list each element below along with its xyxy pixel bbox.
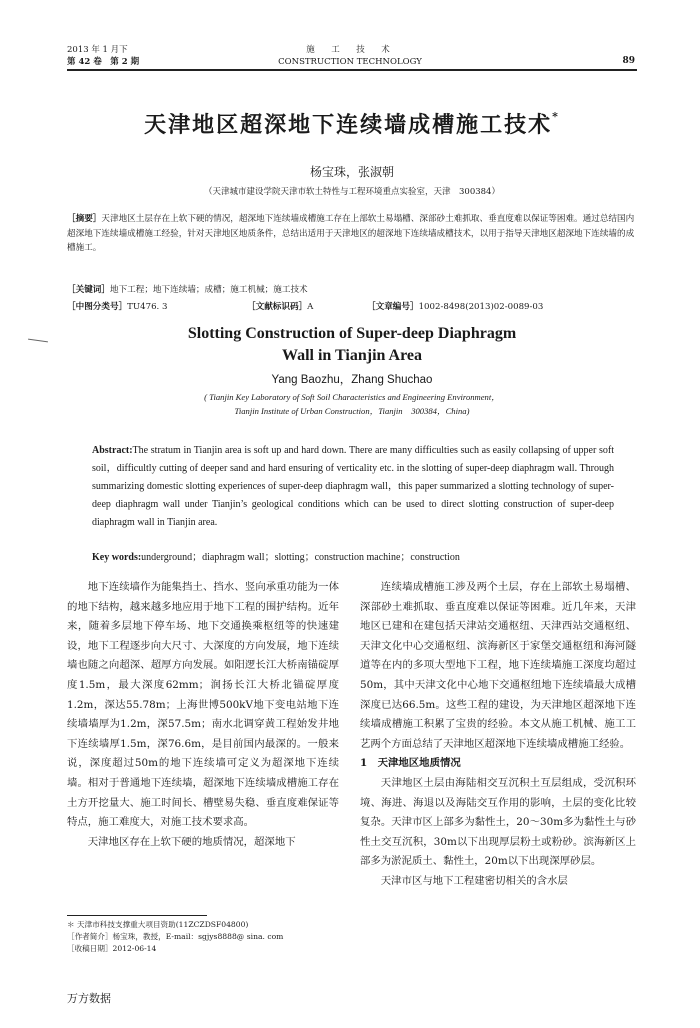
body-paragraph: 天津地区土层由海陆相交互沉积土互层组成，受沉积环境、海进、海退以及海陆交互作用的影响，土层的变化比较复杂。天津市区上部多为黏性土，20～30m多为黏性土与砂性土交互沉积，30m以下出现厚层粉土或粉砂。滨海新区上部多为淤泥质土、黏性土，20m以下出现深厚砂层。 [360, 776, 636, 868]
article-number-label: ［文章编号］ [367, 302, 419, 312]
affiliation-en [67, 390, 637, 418]
abstract-cn-label: ［摘要］ [67, 214, 102, 224]
title-en-line1: Slotting Construction of Super-deep Diaphragm [187, 325, 517, 342]
abstract-cn [67, 212, 637, 256]
doc-code-label: ［文献标识码］ [247, 302, 308, 312]
body-column-right [360, 578, 636, 892]
running-header-left [67, 44, 139, 68]
footnote-author: ［作者简介］杨宝珠，教授，E-mail：sgjys8888@ sina. com [67, 932, 284, 941]
margin-pencil-mark [28, 339, 48, 343]
abstract-en [92, 442, 614, 532]
title-footnote-mark: * [552, 109, 560, 123]
keywords-cn [67, 283, 637, 298]
watermark-text: 万方数据 [67, 992, 111, 1005]
authors-cn: 杨宝珠，张淑朝 [309, 165, 394, 179]
keywords-cn-text: 地下工程；地下连续墙；成槽；施工机械；施工技术 [109, 285, 308, 295]
page-number: 89 [622, 56, 635, 66]
affiliation-cn: （天津城市建设学院天津市软土特性与工程环境重点实验室，天津 300384） [204, 187, 500, 197]
abstract-en-text: The stratum in Tianjin area is soft up and hard down. There are many difficulties such as easily collapsing of upper soft soil，difficultly cutting of deeper sand and hard ensuring of verticality etc. in the slotting of super-deep diaphragm wall. Through summarizing domestic slotting experiences of super-deep diaphragm wall，this paper summarized a slotting technology of super-deep diaphragm wall under Tianjin’s geological conditions which can be used to direct slotting construction of super-deep diaphragm wall in Tianjin area. [92, 445, 614, 528]
clc-label: ［中图分类号］ [67, 302, 128, 312]
title-en-line2: Wall in Tianjin Area [281, 347, 423, 364]
footnote-fund: ＊ 天津市科技支撑重大项目资助(11ZCZDSF04800) [67, 920, 249, 929]
doc-code-value: A [307, 302, 314, 312]
volume-issue: 第 42 卷 第 2 期 [67, 57, 140, 67]
title-cn-text: 天津地区超深地下连续墙成槽施工技术 [144, 112, 553, 138]
keywords-en-label: Key words: [92, 552, 142, 563]
title-en [67, 323, 637, 367]
clc-value: TU476. 3 [127, 302, 168, 312]
journal-name-cn: 施 工 技 术 [306, 45, 394, 55]
body-paragraph: 天津地区存在上软下硬的地质情况，超深地下 [87, 835, 296, 848]
header-rule [67, 69, 637, 71]
footnotes [67, 919, 347, 955]
keywords-en-text: underground；diaphragm wall；slotting；construction machine；construction [141, 552, 460, 563]
section-heading-1: 1 天津地区地质情况 [360, 757, 461, 770]
body-paragraph: 地下连续墙作为能集挡土、挡水、竖向承重功能为一体的地下结构，越来越多地应用于地下工程的围护结构。近年来，随着多层地下停车场、地下交通换乘枢纽等的快速建设，地下工程逐步向大尺寸、大深度的方向发展，地下连续墙也随之向超深、超厚方向发展。如阳逻长江大桥南锚碇厚度1.5m，最大深度62mm；润扬长江大桥北锚碇厚度1.2m，深达55.78m；上海世博500kV地下变电站地下连续墙墙厚为1.2m，深57.5m；南水北调穿黄工程始发井地下连续墙厚1.5m，深76.6m，是目前国内最深的。一般来说，深度超过50m的地下连续墙可定义为超深地下连续墙。相对于普通地下连续墙，超深地下连续墙成槽施工存在土方开挖量大、施工时间长、槽壁易失稳、垂直度难保证等特点，施工难度大，对施工技术要求高。 [67, 581, 339, 829]
keywords-cn-label: ［关键词］ [67, 285, 110, 295]
issue-date: 2013 年 1 月下 [67, 45, 128, 55]
keywords-en [92, 548, 614, 563]
running-header-center [250, 44, 450, 68]
body-column-left [67, 578, 339, 852]
abstract-en-label: Abstract: [92, 445, 133, 456]
journal-name-en: CONSTRUCTION TECHNOLOGY [278, 57, 422, 67]
body-paragraph: 连续墙成槽施工涉及两个土层，存在上部软土易塌槽、深部砂土难抓取、垂直度难以保证等困难。近几年来，天津地区已建和在建包括天津站交通枢纽、天津西站交通枢纽、天津文化中心交通枢纽、滨海新区于家堡交通枢纽和海河隧道等在内的多项大型地下工程，地下连续墙施工深度均超过50m，其中天津文化中心地下交通枢纽地下连续墙最大成槽深度已达66.5m。这些工程的建设，为天津地区超深地下连续墙成槽施工积累了宝贵的经验。本文从施工机械、施工工艺两个方面总结了天津地区超深地下连续墙成槽施工经验。 [360, 581, 636, 750]
footnote-rule [67, 915, 207, 916]
affiliation-en-line1: ( Tianjin Key Laboratory of Soft Soil Characteristics and Engineering Environment， [204, 392, 500, 402]
body-paragraph: 天津市区与地下工程建密切相关的含水层 [380, 874, 568, 887]
title-cn [67, 108, 637, 139]
abstract-cn-text: 天津地区土层存在上软下硬的情况，超深地下连续墙成槽施工存在上部软土易塌槽、深部砂土难抓取、垂直度难以保证等困难。通过总结国内超深地下连续墙成槽施工经验，针对天津地区地质条件，总结出适用于天津地区的超深地下连续墙成槽技术，以用于指导天津地区超深地下连续墙的成槽施工。 [67, 214, 635, 253]
affiliation-en-line2: Tianjin Institute of Urban Construction，Tianjin 300384，China) [234, 406, 470, 416]
article-number-value: 1002-8498(2013)02-0089-03 [418, 302, 544, 312]
classification-row [67, 300, 637, 312]
authors-en: Yang Baozhu，Zhang Shuchao [271, 374, 433, 386]
footnote-received: ［收稿日期］2012-06-14 [67, 944, 157, 953]
